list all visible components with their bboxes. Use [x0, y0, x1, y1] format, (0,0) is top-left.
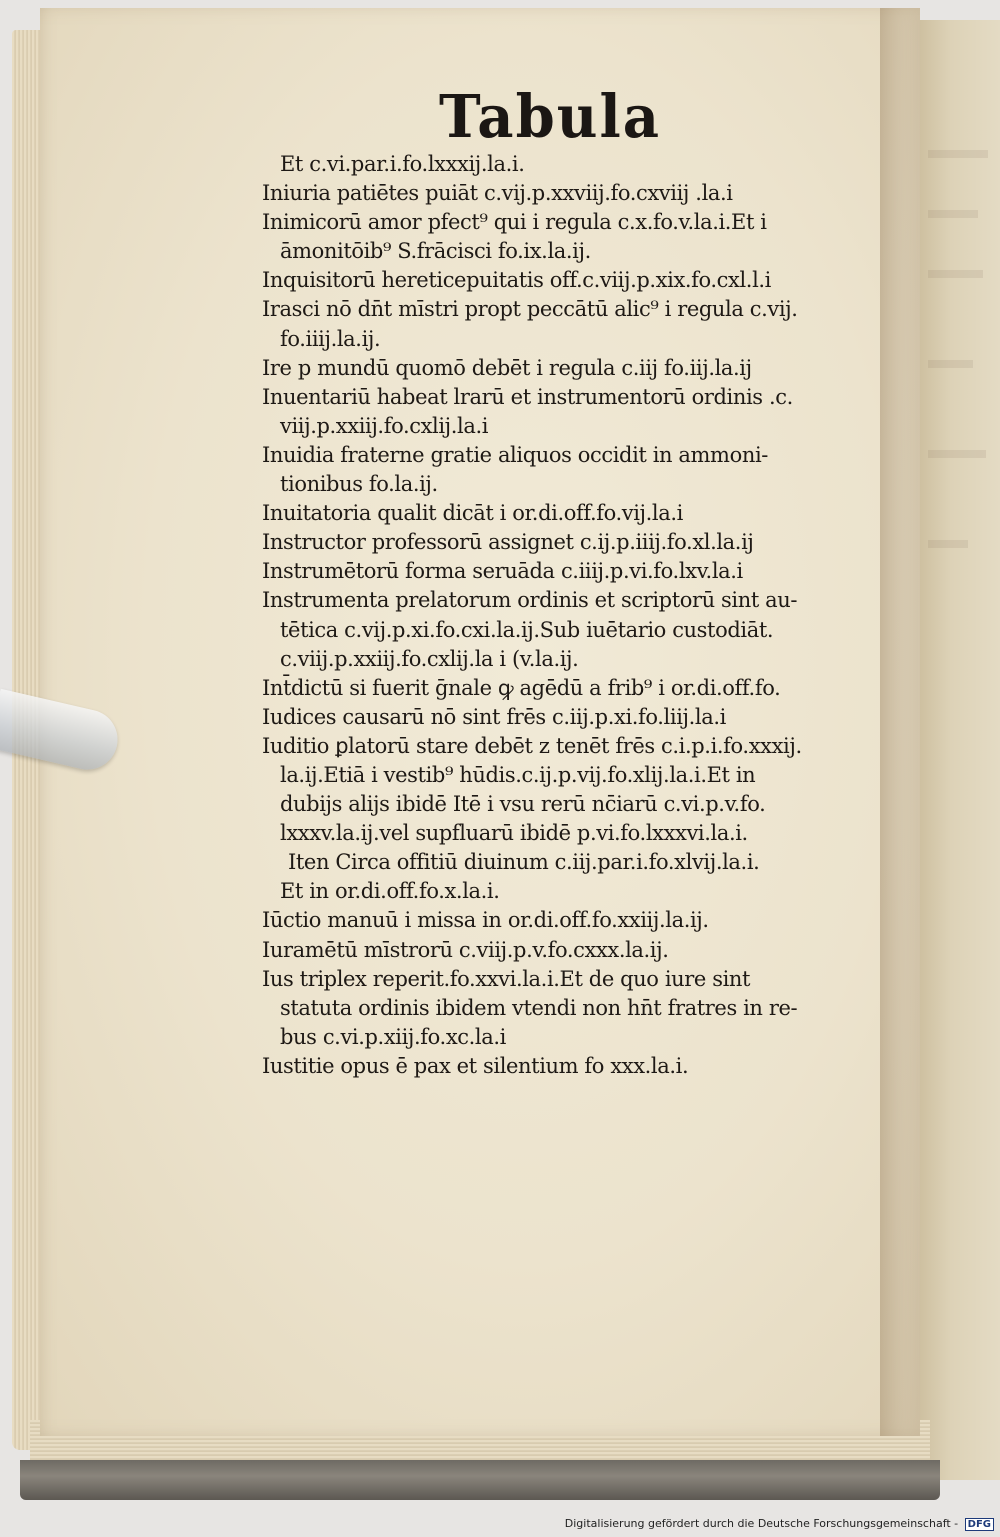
dfg-logo: DFG — [965, 1518, 994, 1531]
index-text — [262, 150, 910, 1081]
text-line: Iuramētū mīstrorū c.viij.p.v.fo.cxxx.la.ij. — [262, 937, 669, 962]
text-line: viij.p.xxiij.fo.cxlij.la.i — [280, 413, 489, 438]
credit-text: Digitalisierung gefördert durch die Deutsche Forschungsgemeinschaft - — [564, 1517, 959, 1530]
text-line: Instrumenta prelatorum ordinis et scriptorū sint au- — [262, 588, 798, 613]
text-line: Ire p mundū quomō debēt i regula c.iij fo.iij.la.ij — [262, 355, 752, 380]
text-line: dubijs alijs ibidē Itē i vsu rerū nc̄iarū c.vi.p.v.fo. — [280, 792, 766, 817]
text-line: Iuditio ꝑlatorū stare debēt z tenēt frēs c.i.p.i.fo.xxxij. — [262, 733, 802, 758]
text-line: Irasci nō dn̄t mīstri propt peccātū alic⁹ i regula c.vij. — [262, 297, 798, 322]
text-line: Inuitatoria qualit dicāt i or.di.off.fo.vij.la.i — [262, 501, 683, 526]
text-line: fo.iiij.la.ij. — [280, 326, 381, 351]
text-line: la.ij.Etiā i vestib⁹ hūdis.c.ij.p.vij.fo.xlij.la.i.Et in — [280, 762, 756, 787]
text-line: Iudices causarū nō sint frēs c.iij.p.xi.fo.liij.la.i — [262, 704, 726, 729]
text-line: Inuidia fraterne gratie aliquos occidit in ammoni- — [262, 442, 768, 467]
text-line: Iten Circa offitiū diuinum c.iij.par.i.fo.xlvij.la.i. — [288, 850, 760, 875]
text-line: Ius triplex reperit.fo.xxvi.la.i.Et de quo iure sint — [262, 966, 751, 991]
text-line: Et in or.di.off.fo.x.la.i. — [280, 879, 500, 904]
running-title: Tabula — [438, 82, 662, 152]
text-line: lxxxv.la.ij.vel supfluarū ibidē p.vi.fo.lxxxvi.la.i. — [280, 821, 748, 846]
digitization-credit — [565, 1517, 994, 1531]
text-line: Et c.vi.par.i.fo.lxxxij.la.i. — [280, 152, 525, 176]
text-line: c.viij.p.xxiij.fo.cxlij.la i (v.la.ij. — [280, 646, 579, 671]
text-line: Inuentariū habeat lrarū et instrumentorū ordinis .c. — [262, 384, 793, 409]
text-line: Iūctio manuū i missa in or.di.off.fo.xxiij.la.ij. — [262, 908, 709, 933]
text-line: Instrumētorū forma seruāda c.iiij.p.vi.fo.lxv.la.i — [262, 559, 743, 584]
text-line: āmonitōib⁹ S.frācisci fo.ix.la.ij. — [280, 239, 591, 264]
text-line: tionibus fo.la.ij. — [280, 472, 438, 497]
text-line: Int̄dictū si fuerit ḡnale ꝙ agēdū a frib⁹ i or.di.off.fo. — [262, 675, 781, 700]
text-line: tētica c.vij.p.xi.fo.cxi.la.ij.Sub iuētario custodiāt. — [280, 617, 774, 642]
text-line: statuta ordinis ibidem vtendi non hn̄t fratres in re- — [280, 995, 798, 1020]
text-line: Instructor professorū assignet c.ij.p.iiij.fo.xl.la.ij — [262, 530, 754, 555]
text-line: Inimicorū amor pfect⁹ qui i regula c.x.fo.v.la.i.Et i — [262, 210, 767, 235]
facing-page-edge — [918, 20, 1000, 1480]
book-cover-edge — [20, 1460, 940, 1500]
text-line: Inquisitorū hereticepuitatis off.c.viij.p.xix.fo.cxl.l.i — [262, 268, 771, 293]
text-line: Iniuria patiētes puiāt c.vij.p.xxviij.fo.cxviij .la.i — [262, 181, 733, 206]
text-line: Iustitie opus ē pax et silentium fo xxx.la.i. — [262, 1053, 689, 1078]
text-line: bus c.vi.p.xiij.fo.xc.la.i — [280, 1024, 506, 1049]
